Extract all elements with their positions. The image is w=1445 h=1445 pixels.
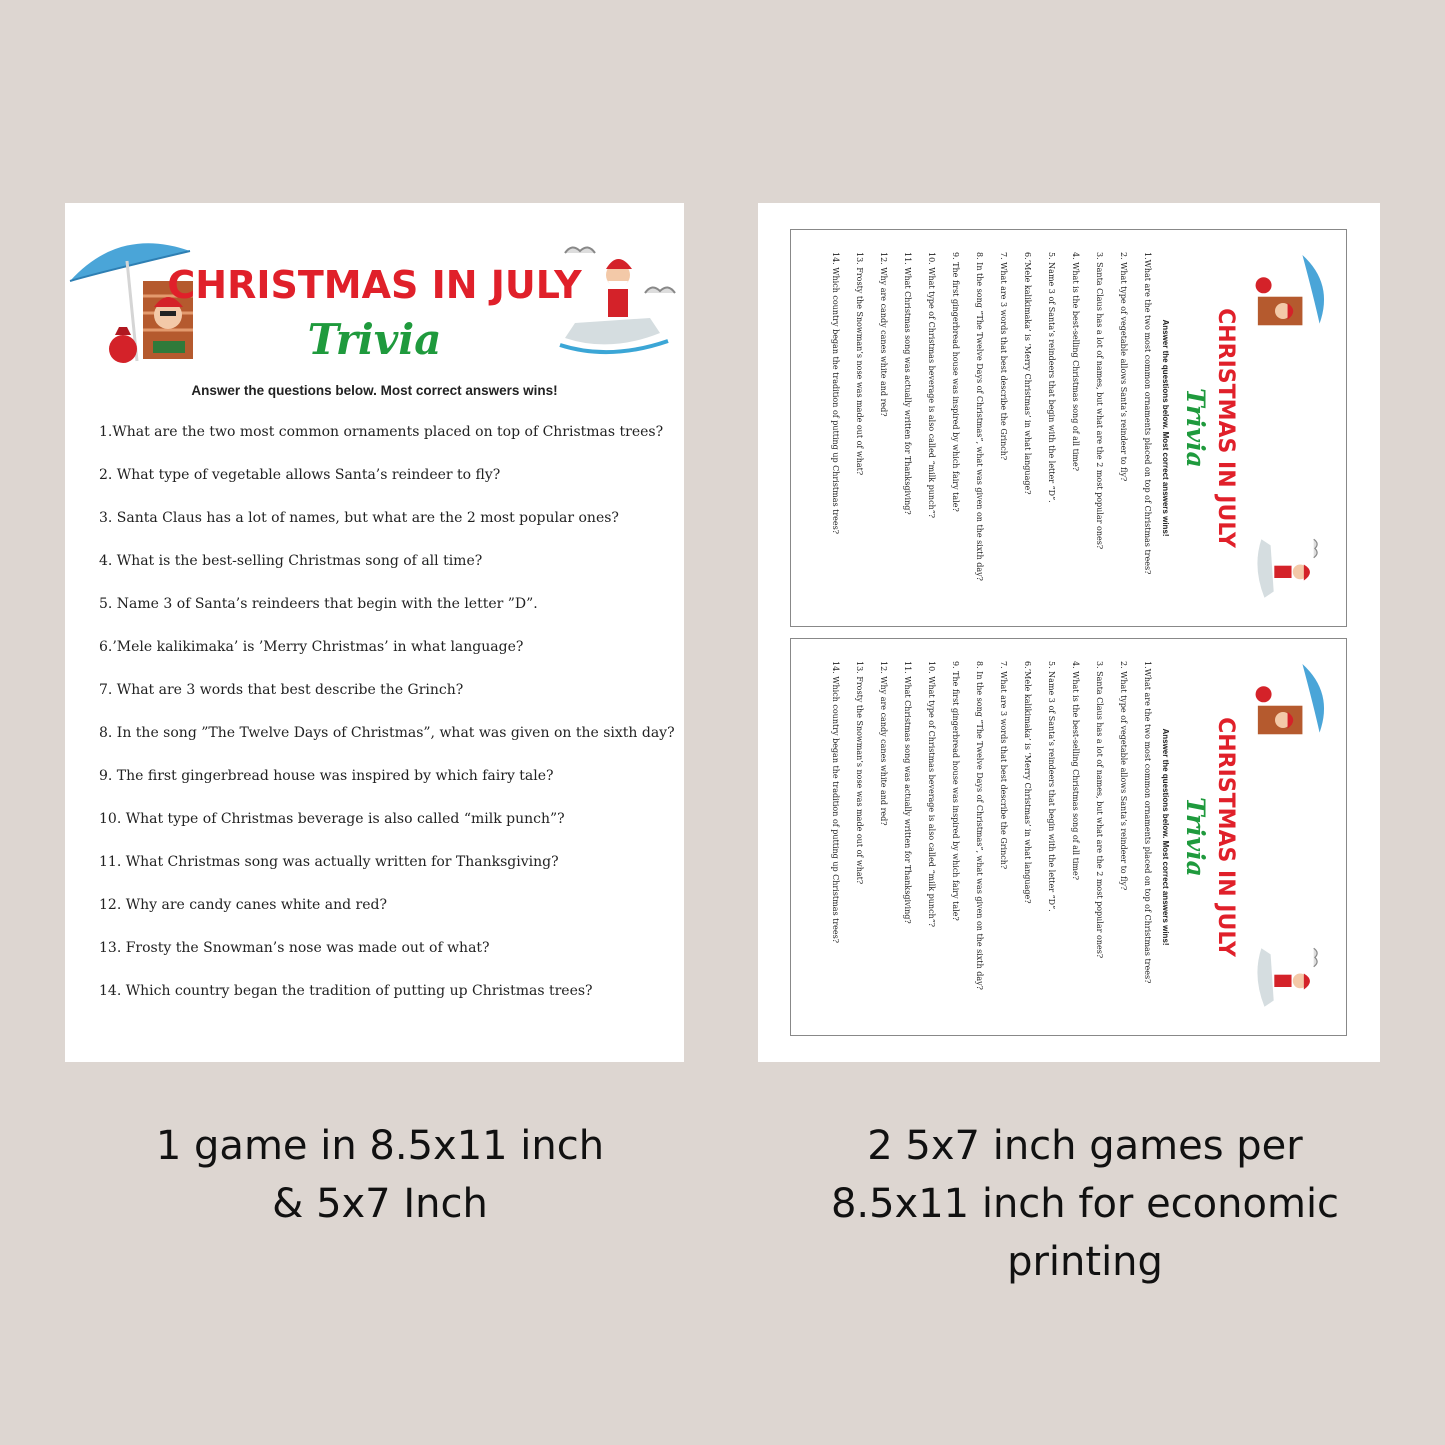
question-item: 4. What is the best-selling Christmas song of all time? [99,553,483,569]
trivia-card-rotated [791,230,1346,626]
santa-beach-chair-illustration [1251,659,1331,749]
question-item: 4. What is the best-selling Christmas song of all time? [1071,661,1080,880]
question-item: 10. What type of Christmas beverage is also called “milk punch”? [927,252,936,519]
question-item: 2. What type of vegetable allows Santa’s reindeer to fly? [1119,252,1128,482]
question-item: 4. What is the best-selling Christmas song of all time? [1071,252,1080,471]
seagull-icon [565,247,595,253]
instructions-text: Answer the questions below. Most correct answers wins! [191,383,558,398]
caption-line: printing [1007,1239,1163,1285]
question-item: 10. What type of Christmas beverage is also called “milk punch”? [927,661,936,928]
caption-line: & 5x7 Inch [272,1181,488,1227]
question-item: 5. Name 3 of Santa’s reindeers that begin with the letter ”D”. [99,596,538,612]
question-item: 13. Frosty the Snowman’s nose was made out of what? [855,252,864,476]
question-item: 2. What type of vegetable allows Santa’s reindeer to fly? [1119,661,1128,891]
trivia-card-bottom [790,638,1347,1036]
beach-umbrella-icon [1302,255,1324,324]
card-question-list [818,252,1154,581]
trivia-card-rotated [791,639,1346,1035]
question-item: 9. The first gingerbread house was inspired by which fairy tale? [951,252,960,512]
question-item: 7. What are 3 words that best describe the Grinch? [99,682,464,698]
question-item: 2. What type of vegetable allows Santa’s reindeer to fly? [99,467,501,483]
question-item: 10. What type of Christmas beverage is also called “milk punch”? [99,811,565,827]
sheet-subtitle: Trivia [307,315,442,364]
question-item: 8. In the song ”The Twelve Days of Christmas”, what was given on the sixth day? [99,725,675,741]
sheet-title: CHRISTMAS IN JULY [167,263,582,307]
question-list [99,421,679,1023]
santa-jetski-illustration [550,233,680,363]
question-item: 7. What are 3 words that best describe the Grinch? [999,252,1008,461]
seagull-icon [1314,948,1317,966]
question-item: 1.What are the two most common ornaments placed on top of Christmas trees? [1143,252,1152,575]
question-item: 11. What Christmas song was actually written for Thanksgiving? [903,661,912,924]
question-item: 5. Name 3 of Santa’s reindeers that begin with the letter ”D”. [1047,252,1056,503]
question-item: 3. Santa Claus has a lot of names, but what are the 2 most popular ones? [1095,661,1104,959]
gift-sack-icon [1256,277,1272,293]
question-item: 8. In the song ”The Twelve Days of Christmas”, what was given on the sixth day? [975,661,984,990]
caption-line: 2 5x7 inch games per [867,1123,1303,1169]
santa-jetski-illustration [1246,530,1326,610]
card-instructions: Answer the questions below. Most correct answers wins! [1161,728,1170,946]
question-item: 12. Why are candy canes white and red? [879,661,888,826]
question-item: 12. Why are candy canes white and red? [879,252,888,417]
trivia-sheet-two-up [758,203,1380,1062]
question-item: 14. Which country began the tradition of putting up Christmas trees? [99,983,593,999]
question-item: 1.What are the two most common ornaments placed on top of Christmas trees? [99,424,664,440]
question-item: 6.’Mele kalikimaka’ is ’Merry Christmas’ in what language? [1023,661,1032,904]
question-item: 13. Frosty the Snowman’s nose was made out of what? [855,661,864,885]
card-instructions: Answer the questions below. Most correct answers wins! [1161,319,1170,537]
question-item: 12. Why are candy canes white and red? [99,897,387,913]
question-item: 9. The first gingerbread house was inspired by which fairy tale? [951,661,960,921]
caption-line: 1 game in 8.5x11 inch [155,1123,605,1169]
question-item: 7. What are 3 words that best describe the Grinch? [999,661,1008,870]
santa-jetski-icon [1257,539,1273,597]
santa-jetski-illustration [1246,939,1326,1019]
question-item: 14. Which country began the tradition of putting up Christmas trees? [831,252,840,535]
beach-umbrella-icon [1302,664,1324,733]
card-question-list [818,661,1154,990]
seagull-icon [1314,539,1317,557]
question-item: 5. Name 3 of Santa’s reindeers that begin with the letter ”D”. [1047,661,1056,912]
question-item: 11. What Christmas song was actually written for Thanksgiving? [99,854,559,870]
trivia-sheet-full [65,203,684,1062]
trivia-card-top [790,229,1347,627]
caption-line: 8.5x11 inch for economic [830,1181,1340,1227]
question-item: 9. The first gingerbread house was inspired by which fairy tale? [99,768,554,784]
seagull-icon [645,287,675,293]
card-title: CHRISTMAS IN JULY [1213,717,1238,957]
question-item: 13. Frosty the Snowman’s nose was made out of what? [99,940,490,956]
question-item: 14. Which country began the tradition of putting up Christmas trees? [831,661,840,944]
question-item: 8. In the song ”The Twelve Days of Christmas”, what was given on the sixth day? [975,252,984,581]
card-title: CHRISTMAS IN JULY [1213,308,1238,548]
question-item: 3. Santa Claus has a lot of names, but what are the 2 most popular ones? [99,510,619,526]
card-subtitle: Trivia [1181,388,1210,468]
question-item: 6.’Mele kalikimaka’ is ’Merry Christmas’ in what language? [1023,252,1032,495]
caption-right [790,1117,1380,1291]
caption-left [110,1117,650,1233]
card-subtitle: Trivia [1181,797,1210,877]
question-item: 6.’Mele kalikimaka’ is ’Merry Christmas’ in what language? [99,639,524,655]
gift-sack-icon [1256,686,1272,702]
question-item: 3. Santa Claus has a lot of names, but what are the 2 most popular ones? [1095,252,1104,550]
question-item: 1.What are the two most common ornaments placed on top of Christmas trees? [1143,661,1152,984]
santa-jetski-icon [560,255,668,352]
question-item: 11. What Christmas song was actually written for Thanksgiving? [903,252,912,515]
santa-jetski-icon [1257,948,1273,1006]
santa-beach-chair-illustration [1251,250,1331,340]
